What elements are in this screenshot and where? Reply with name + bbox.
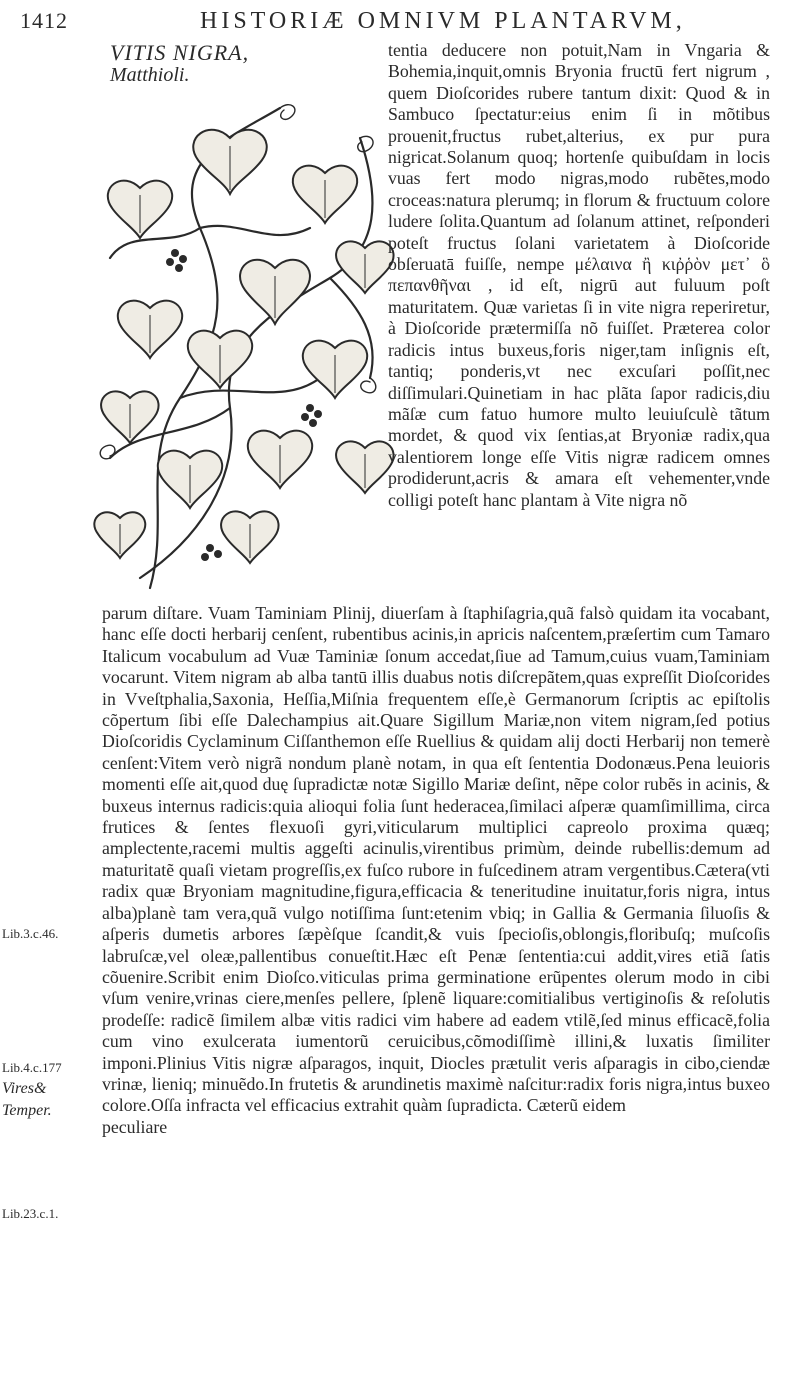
paragraph-text: parum diſtare. Vuam Taminiam Plinij, diuerſam à ſtaphiſagria,quã falsò quidam ita vocabant, hanc eſſe docti herbarij cenſent, rubentibus acinis,in apricis naſcentem,præſertim cum Tamaro Italicum vocabulum ad Vuæ Taminiæ ſonum accedat,ſiue ad Tamum,cuius vuam,Taminiam vocarunt. Vitem nigram ab alba tantū illis duabus notis diſcrepãtem,quas expreſſit Dioſcorides in Vveſtphalia,Saxonia, Heſſia,Miſnia frequentem eſſe,è Germanorum ſcriptis ac epiſtolis cõpertum ſibi eſſe Dalechampius ait.Quare Sigillum Mariæ,non vitem nigram,ſed potius Dioſcoridis Cyclaminum Ciſſanthemon eſſe Ruellius & quidam alij docti Herbarij non temerè cenſent:Vitem verò nigrã nondum planè notam, in qua eſt ſententia Dodonæus.Pena leuioris momenti eſſe ait,quod duę ſupradictæ notæ Sigillo Mariæ deſint, nẽpe color rubẽs in acinis, & buxeus internus radicis:quia alioqui folia ſunt hederacea,ſimilaci aſperæ quamſimillima, circa frutices & ſentes flexuoſi gyri,viticularum multiplici capreolo proxima quæq; amplectente,racemi multis aggeſti acinulis,virentibus primùm, deinde rubellis:demum ad maturitatẽ quaſi vietam progreſſis,ex fuſco rubore in fuſcedinem atram vergentibus.Cætera(vti radix quæ Bryoniam magnitudine,figura,efficacia & teneritudine inuitatur,foris nigra, intus alba)planè tam vera,quã vulgo notiſſima ſunt:etenim vbiq; in Gallia & Germania ſiluoſis & aſperis dumetis arbores ſæpèſque ſcandit,& vuis ſpecioſis,oblongis,floribuſq; muſcoſis labruſcæ,vel oleæ,pallentibus conueſtit.Hæc eſt Penæ ſententia:cui addit,vires etiã ſatis cõuenire.Scribit enim Dioſco.viticulas prima germinatione erũpentes olerum modo in cibi vſum venire,vrinas ciere,menſes pellere, ſplenẽ liquare:comitialibus vertiginoſis & reſolutis prodeſſe: radicẽ ſimilem albæ vitis radici vim habere ad eadem vtilẽ,ſed minus efficacẽ,folia cum vino exulcerata iumentorũ ceruicibus,cõmodiſſimè illini,& luxatis ſimiliter imponi.Plinius Vitis nigræ aſparagos, inquit, Diocles prætulit veris aſparagis in cibo,ciendæ vrinæ, lieniq; minuẽdo.In frutetis & arundinetis maximè naſcitur:radix foris nigra,intus buxeo colore.Oſſa infracta vel efficacius extrahit quàm ſupradicta. Cæterũ eidem: [102, 603, 770, 1116]
margin-note-vires: Vires&: [2, 1080, 47, 1097]
vine-woodcut-icon: [80, 78, 410, 598]
margin-note-temper: Temper.: [2, 1102, 52, 1119]
plant-name: VITIS NIGRA,: [110, 40, 250, 65]
running-title: HISTORIÆ OMNIVM PLANTARVM,: [200, 8, 686, 34]
page-header: [0, 6, 800, 36]
margin-note-reference: Lib.23.c.1.: [2, 1206, 59, 1221]
catchword: peculiare: [102, 1116, 168, 1137]
margin-note-reference: Lib.3.c.46.: [2, 926, 59, 941]
text-column-full: [102, 603, 770, 1138]
margin-note-reference: Lib.4.c.177: [2, 1060, 62, 1075]
page-number: 1412: [20, 8, 68, 33]
text-column-right: tentia deducere non potuit,Nam in Vngaria & Bohemia,inquit,omnis Bryonia fructū fert nigrum , quem Dioſcorides rubere tantum dixit: Quod & in Sambuco ſpectatur:eius enim ſi in mõtibus prouenit,fructus rubet,alterius, ex pur pura nigricat.Solanum quoq; hortenſe quibuſdam in locis vuas fert modo nigras,modo rubẽtes,modo croceas:natura plerumq; in florum & fructuum colore ludere ſolita.Quantum ad ſolanum attinet, reſponderi poteſt fructus ſolani varietatem à Dioſcoride obſeruatā fuiſſe, nempe μέλαινα ἢ κιῤῥὸν μετ᾽ ὃ πεπανθῆναι , id eſt, nigrū aut fuluum poſt maturitatem. Quæ varietas ſi in vite nigra reperiretur, à Dioſcoride prætermiſſa nõ fuiſſet. Præterea color radicis intus buxeus,foris niger,tam inſignis eſt, tantiq; ponderis,vt nec excuſari poſſit,nec diſſimulari.Quinetiam in hac plãta ſapor radicis,diu mãſæ cum fatuo humore multo leuiuſculè tãtum mordet, & quod vix ſentias,at Bryoniæ radix,qua valentiorem longe eſſe Vitis nigræ radicem omnes prodiderunt,acris & amara eſt vehementer,vnde colligi poteſt hanc plantam à Vite nigra nõ: [388, 40, 770, 510]
plant-source: Matthioli.: [110, 64, 190, 86]
